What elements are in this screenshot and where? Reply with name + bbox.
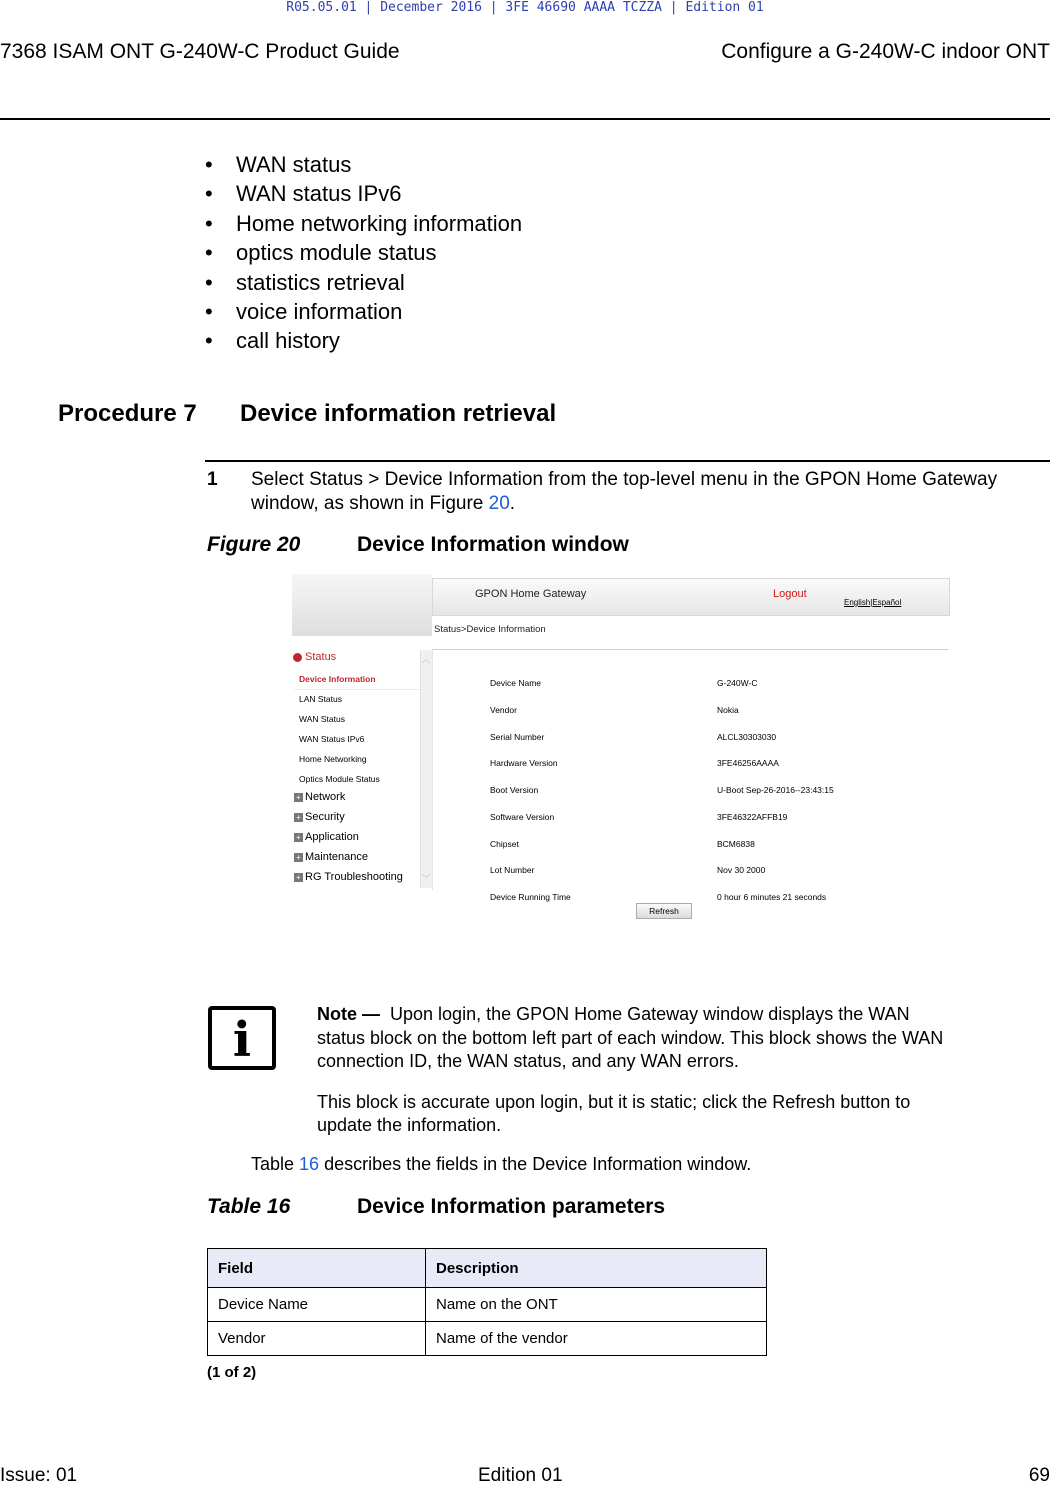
menu-application[interactable]: Application	[305, 831, 359, 843]
field-labels	[490, 670, 571, 911]
step-line-2	[251, 492, 1041, 516]
field-label: Chipset	[490, 838, 519, 849]
table-header-row	[208, 1249, 767, 1288]
table-continuation: (1 of 2)	[207, 1364, 257, 1381]
sidebar-scrollbar[interactable]	[420, 650, 432, 888]
table-reference	[251, 1154, 751, 1175]
field-value: Nokia	[717, 704, 739, 715]
table-header-description: Description	[426, 1249, 767, 1288]
footer-edition: Edition 01	[478, 1465, 563, 1486]
menu-network[interactable]: Network	[305, 791, 346, 803]
figure-link[interactable]: 20	[488, 493, 510, 514]
field-label: Device Running Time	[490, 892, 571, 902]
menu-rg-troubleshooting[interactable]: RG Troubleshooting	[305, 871, 403, 883]
procedure-title: Device information retrieval	[240, 400, 557, 427]
submenu-wan-status[interactable]: WAN Status	[299, 714, 345, 724]
menu-status[interactable]: Status	[305, 651, 337, 663]
breadcrumb-divider	[432, 649, 948, 650]
sidebar-menu	[292, 650, 433, 890]
submenu-wan-status-ipv6[interactable]: WAN Status IPv6	[299, 734, 365, 744]
field-label: Serial Number	[490, 731, 545, 742]
list-item: • WAN status	[205, 150, 522, 179]
footer-page-number: 69	[1028, 1465, 1050, 1486]
list-item: • call history	[205, 326, 522, 355]
table-title: Device Information parameters	[357, 1195, 666, 1218]
field-label: Device Name	[490, 678, 542, 688]
header-chapter-title: Configure a G-240W-C indoor ONT	[721, 40, 1050, 63]
field-label: Lot Number	[490, 865, 535, 876]
field-value: 3FE46256AAAA	[717, 758, 779, 769]
footer-issue: Issue: 01	[0, 1465, 78, 1486]
table-cell: Name on the ONT	[426, 1288, 767, 1322]
table-cell: Device Name	[208, 1288, 426, 1322]
expand-rg-troubleshooting-icon[interactable]: +	[294, 873, 303, 882]
field-label: Software Version	[490, 811, 555, 822]
lang-spanish-link[interactable]: Español	[872, 598, 902, 607]
expand-network-icon[interactable]: +	[294, 793, 303, 802]
sidebar-header-strip	[292, 574, 432, 636]
header-product-title: 7368 ISAM ONT G-240W-C Product Guide	[0, 40, 400, 63]
step-text	[251, 468, 1041, 516]
status-feature-list	[205, 150, 522, 356]
scroll-up-icon[interactable]: ︿	[422, 655, 430, 664]
note-paragraph-2: This block is accurate upon login, but it is static; click the Refresh button to update the information.	[317, 1091, 911, 1135]
menu-security[interactable]: Security	[305, 811, 345, 823]
table-cell: Name of the vendor	[426, 1322, 767, 1356]
step-line-1: Select Status > Device Information from the top-level menu in the GPON Home Gateway	[251, 469, 998, 490]
list-item: • statistics retrieval	[205, 268, 522, 297]
field-label: Boot Version	[490, 785, 539, 795]
field-value: U-Boot Sep-26-2016--23:43:15	[717, 785, 834, 795]
expand-security-icon[interactable]: +	[294, 813, 303, 822]
note-text-1: Upon login, the GPON Home Gateway window displays the WAN status block on the bottom left part of each window. This block shows the WAN connection ID, the WAN status, and any WAN errors.	[317, 1004, 944, 1071]
field-values	[717, 670, 834, 911]
table-ref-pre: Table	[251, 1154, 300, 1174]
note-paragraph-1	[317, 1003, 957, 1074]
table-row	[208, 1288, 767, 1322]
language-switch	[844, 598, 901, 607]
step-line-2-text: window, as shown in Figure	[251, 493, 489, 514]
table-ref-post: describes the fields in the Device Information window.	[319, 1154, 752, 1174]
table-link[interactable]: 16	[299, 1154, 320, 1174]
logout-link[interactable]: Logout	[773, 588, 807, 600]
field-value: G-240W-C	[717, 678, 758, 688]
info-note-icon	[208, 1006, 276, 1070]
app-title: GPON Home Gateway	[475, 588, 587, 600]
lang-separator: |	[870, 598, 873, 607]
refresh-button[interactable]: Refresh	[636, 903, 692, 919]
expand-maintenance-icon[interactable]: +	[294, 853, 303, 862]
scroll-down-icon[interactable]: ﹀	[422, 874, 430, 883]
field-label: Hardware Version	[490, 758, 558, 769]
list-item: • Home networking information	[205, 209, 522, 238]
submenu-optics-module-status[interactable]: Optics Module Status	[299, 774, 380, 784]
list-item: • voice information	[205, 297, 522, 326]
procedure-label: Procedure 7	[58, 400, 197, 427]
field-value: 0 hour 6 minutes 21 seconds	[717, 892, 827, 902]
menu-maintenance[interactable]: Maintenance	[305, 851, 368, 863]
field-label: Vendor	[490, 704, 517, 715]
submenu-home-networking[interactable]: Home Networking	[299, 754, 367, 764]
step-number: 1	[207, 469, 218, 490]
collapse-status-icon[interactable]	[293, 653, 302, 662]
table-row	[208, 1322, 767, 1356]
lang-english-link[interactable]: English	[844, 598, 871, 607]
document-id-banner: R05.05.01 | December 2016 | 3FE 46690 AAAA TCZZA | Edition 01	[286, 0, 764, 15]
submenu-lan-status[interactable]: LAN Status	[299, 694, 342, 704]
field-value: ALCL30303030	[717, 731, 777, 742]
table-cell: Vendor	[208, 1322, 426, 1356]
note-block	[317, 1003, 957, 1155]
field-value: 3FE46322AFFB19	[717, 811, 788, 822]
table-header-field: Field	[208, 1249, 426, 1288]
field-value: Nov 30 2000	[717, 865, 766, 876]
breadcrumb: Status>Device Information	[434, 624, 546, 635]
figure-label: Figure 20	[207, 533, 301, 556]
header-rule	[0, 118, 1050, 120]
note-title: Note —	[317, 1004, 380, 1024]
expand-application-icon[interactable]: +	[294, 833, 303, 842]
info-glyph: i	[232, 1012, 252, 1068]
device-information-table	[207, 1248, 767, 1356]
figure-title: Device Information window	[357, 533, 629, 556]
submenu-device-information[interactable]: Device Information	[299, 674, 376, 684]
field-value: BCM6838	[717, 838, 755, 849]
list-item: • optics module status	[205, 238, 522, 267]
table-label: Table 16	[207, 1195, 291, 1218]
list-item: • WAN status IPv6	[205, 179, 522, 208]
procedure-rule	[205, 460, 1050, 462]
device-information-screenshot	[292, 574, 948, 920]
step-period: .	[509, 493, 516, 514]
